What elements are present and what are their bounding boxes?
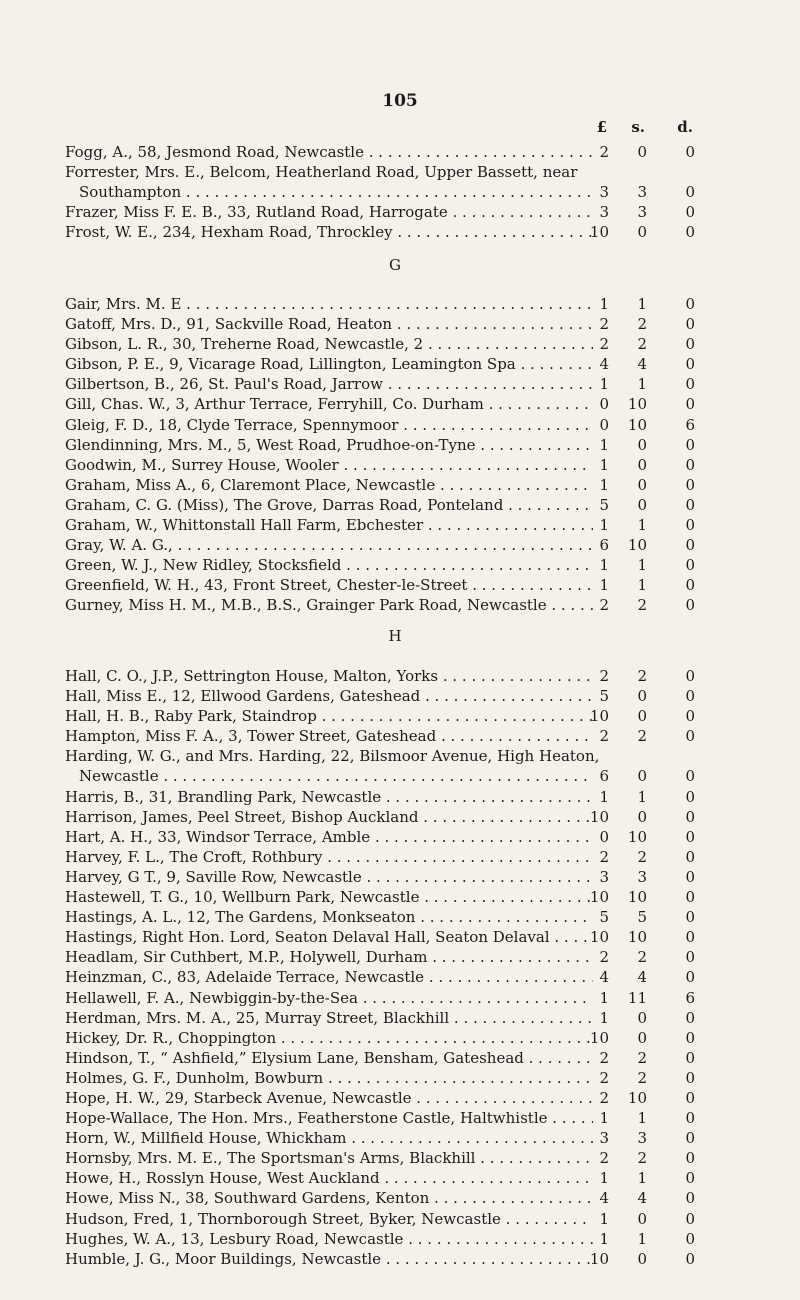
entry-name: Gibson, P. E., 9, Vicarage Road, Lillington, Leamington Spa . . .	[65, 354, 593, 374]
pence-amount: 0	[685, 475, 695, 494]
pounds-amount: 1	[599, 1109, 609, 1128]
pounds-amount: 1	[599, 576, 609, 595]
pence-amount: 0	[685, 295, 695, 313]
entry-name: Gill, Chas. W., 3, Arthur Terrace, Ferryhill, Co. Durham . . .	[65, 394, 593, 414]
list-entry-continued	[65, 766, 725, 786]
pounds-amount: 3	[599, 1129, 609, 1148]
pounds-amount: 10	[589, 888, 609, 907]
list-entry	[65, 787, 725, 807]
pounds-amount: 2	[599, 596, 609, 615]
shillings-amount: 2	[637, 335, 647, 354]
pence-amount: 0	[685, 203, 695, 222]
entry-name: Harvey, G T., 9, Saville Row, Newcastle . . .	[65, 867, 593, 887]
pounds-amount: 4	[599, 968, 609, 987]
entry-name: Gair, Mrs. M. E . . .	[65, 294, 593, 314]
pence-amount: 6	[685, 988, 695, 1007]
shillings-amount: 1	[637, 576, 647, 595]
pence-amount: 0	[685, 787, 695, 806]
pence-amount: 0	[685, 807, 695, 826]
pence-amount: 0	[685, 827, 695, 846]
pounds-amount: 1	[599, 516, 609, 535]
pounds-amount: 1	[599, 435, 609, 454]
list-entry	[65, 1249, 725, 1269]
pounds-amount: 2	[599, 1068, 609, 1087]
pence-amount: 0	[685, 1109, 695, 1128]
list-entry	[65, 595, 725, 615]
entry-name: Horn, W., Millfield House, Whickham . . .	[65, 1128, 593, 1148]
entry-name: Howe, Miss N., 38, Southward Gardens, Kenton . . .	[65, 1188, 593, 1208]
entry-name: Harvey, F. L., The Croft, Rothbury . . .	[65, 847, 593, 867]
entry-name: Gatoff, Mrs. D., 91, Sackville Road, Heaton . . .	[65, 314, 593, 334]
pence-amount: 0	[685, 335, 695, 354]
shillings-amount: 0	[637, 687, 647, 706]
pence-amount: 0	[685, 455, 695, 474]
list-entry	[65, 314, 725, 334]
entry-name: Humble, J. G., Moor Buildings, Newcastle . . .	[65, 1249, 593, 1269]
pence-amount: 0	[685, 1209, 695, 1228]
pence-amount: 0	[685, 495, 695, 514]
list-entry	[65, 1108, 725, 1128]
entry-name: Hindson, T., “ Ashfield,” Elysium Lane, Bensham, Gateshead . . .	[65, 1048, 593, 1068]
pounds-amount: 1	[599, 375, 609, 394]
pounds-amount: 2	[599, 667, 609, 685]
list-entry	[65, 927, 725, 947]
entry-name: Gray, W. A. G., . . .	[65, 535, 593, 555]
shillings-amount: 0	[637, 495, 647, 514]
list-entry	[65, 726, 725, 746]
pence-amount: 0	[685, 223, 695, 242]
entry-name: Green, W. J., New Ridley, Stocksfield . . .	[65, 555, 593, 575]
list-entry	[65, 515, 725, 535]
list-entry	[65, 1008, 725, 1028]
shillings-amount: 10	[627, 827, 647, 846]
list-entry	[65, 867, 725, 887]
list-entry	[65, 887, 725, 907]
pence-amount: 0	[685, 315, 695, 334]
list-entry	[65, 666, 725, 686]
entry-name: Frost, W. E., 234, Hexham Road, Throckley . . .	[65, 222, 593, 242]
pence-amount: 0	[685, 1048, 695, 1067]
entry-name: Gilbertson, B., 26, St. Paul's Road, Jarrow . . .	[65, 374, 593, 394]
shillings-amount: 10	[627, 1088, 647, 1107]
entry-name: Hastings, A. L., 12, The Gardens, Monkseaton . . .	[65, 907, 593, 927]
entry-name: Gleig, F. D., 18, Clyde Terrace, Spennymoor . . .	[65, 415, 593, 435]
entry-name: Graham, Miss A., 6, Claremont Place, Newcastle . . .	[65, 475, 593, 495]
pence-amount: 0	[685, 516, 695, 535]
shillings-amount: 1	[637, 556, 647, 575]
pounds-amount: 5	[599, 687, 609, 706]
list-entry	[65, 746, 725, 766]
shillings-amount: 4	[637, 355, 647, 374]
shillings-amount: 0	[637, 143, 647, 161]
pence-amount: 0	[685, 1149, 695, 1168]
shillings-amount: 10	[627, 415, 647, 434]
list-entry	[65, 827, 725, 847]
entry-name-continued: Southampton . . .	[79, 182, 593, 202]
entry-name: Harding, W. G., and Mrs. Harding, 22, Bilsmoor Avenue, High Heaton,	[65, 747, 600, 766]
list-entry	[65, 1088, 725, 1108]
list-entry	[65, 455, 725, 475]
pence-amount: 0	[685, 1068, 695, 1087]
pence-amount: 0	[685, 596, 695, 615]
pence-amount: 0	[685, 847, 695, 866]
shillings-amount: 10	[627, 536, 647, 555]
list-entry	[65, 988, 725, 1008]
list-entry	[65, 1148, 725, 1168]
shillings-amount: 5	[637, 908, 647, 927]
shillings-amount: 2	[637, 847, 647, 866]
pence-header: d.	[677, 118, 693, 136]
list-entry	[65, 1229, 725, 1249]
shillings-amount: 0	[637, 1028, 647, 1047]
pounds-header: £	[596, 118, 607, 136]
pounds-amount: 3	[599, 867, 609, 886]
pence-amount: 0	[685, 1129, 695, 1148]
list-entry	[65, 1048, 725, 1068]
list-entry	[65, 1168, 725, 1188]
list-entry	[65, 394, 725, 414]
entry-name: Hope, H. W., 29, Starbeck Avenue, Newcastle . . .	[65, 1088, 593, 1108]
list-entry	[65, 807, 725, 827]
entry-name: Gurney, Miss H. M., M.B., B.S., Grainger Park Road, Newcastle . . .	[65, 595, 593, 615]
pounds-amount: 1	[599, 787, 609, 806]
pounds-amount: 1	[599, 988, 609, 1007]
pence-amount: 0	[685, 687, 695, 706]
entry-name: Graham, W., Whittonstall Hall Farm, Ebchester . . .	[65, 515, 593, 535]
list-entry	[65, 575, 725, 595]
entry-name: Harrison, James, Peel Street, Bishop Auckland . . .	[65, 807, 593, 827]
list-entry	[65, 555, 725, 575]
pence-amount: 0	[685, 1008, 695, 1027]
pounds-amount: 1	[599, 455, 609, 474]
pence-amount: 0	[685, 1229, 695, 1248]
list-entry	[65, 907, 725, 927]
pence-amount: 0	[685, 667, 695, 685]
section-heading-g: G	[389, 256, 401, 274]
pounds-amount: 0	[599, 827, 609, 846]
pounds-amount: 3	[599, 203, 609, 222]
pounds-amount: 2	[599, 335, 609, 354]
entry-name: Headlam, Sir Cuthbert, M.P., Holywell, Durham . . .	[65, 947, 593, 967]
pence-amount: 0	[685, 556, 695, 575]
shillings-amount: 3	[637, 203, 647, 222]
shillings-amount: 2	[637, 948, 647, 967]
entry-name: Hellawell, F. A., Newbiggin-by-the-Sea . . .	[65, 988, 593, 1008]
entry-name: Howe, H., Rosslyn House, West Auckland . . .	[65, 1168, 593, 1188]
entry-name: Hall, Miss E., 12, Ellwood Gardens, Gateshead . . .	[65, 686, 593, 706]
entry-name: Hall, C. O., J.P., Settrington House, Malton, Yorks . . .	[65, 666, 593, 686]
shillings-amount: 0	[637, 1209, 647, 1228]
entry-name: Hastewell, T. G., 10, Wellburn Park, Newcastle . . .	[65, 887, 593, 907]
entry-name: Forrester, Mrs. E., Belcom, Heatherland Road, Upper Bassett, near	[65, 163, 578, 182]
entry-name: Harris, B., 31, Brandling Park, Newcastle . . .	[65, 787, 593, 807]
pounds-amount: 10	[589, 223, 609, 242]
entry-name: Fogg, A., 58, Jesmond Road, Newcastle . . .	[65, 142, 593, 162]
pounds-amount: 10	[589, 1249, 609, 1268]
list-entry	[65, 686, 725, 706]
shillings-amount: 1	[637, 375, 647, 394]
pounds-amount: 2	[599, 727, 609, 746]
pounds-amount: 1	[599, 556, 609, 575]
list-entry	[65, 1028, 725, 1048]
shillings-amount: 2	[637, 1068, 647, 1087]
section-g	[65, 294, 725, 616]
shillings-amount: 2	[637, 596, 647, 615]
list-entry	[65, 435, 725, 455]
shillings-amount: 1	[637, 295, 647, 313]
list-entry	[65, 967, 725, 987]
list-entry	[65, 1128, 725, 1148]
entry-name: Hall, H. B., Raby Park, Staindrop . . .	[65, 706, 593, 726]
shillings-amount: 2	[637, 1048, 647, 1067]
list-entry	[65, 334, 725, 354]
pounds-amount: 1	[599, 1209, 609, 1228]
list-entry-continued	[65, 182, 725, 202]
shillings-amount: 1	[637, 1109, 647, 1128]
pence-amount: 0	[685, 727, 695, 746]
section-heading-h: H	[388, 627, 402, 645]
list-entry	[65, 294, 725, 314]
shillings-amount: 0	[637, 435, 647, 454]
shillings-amount: 2	[637, 727, 647, 746]
pence-amount: 0	[685, 968, 695, 987]
list-entry	[65, 1209, 725, 1229]
entry-name: Hope-Wallace, The Hon. Mrs., Featherstone Castle, Haltwhistle . . .	[65, 1108, 593, 1128]
pounds-amount: 2	[599, 143, 609, 161]
pence-amount: 0	[685, 767, 695, 786]
shillings-amount: 1	[637, 1229, 647, 1248]
pence-amount: 0	[685, 707, 695, 726]
pence-amount: 0	[685, 1028, 695, 1047]
pounds-amount: 1	[599, 1169, 609, 1188]
shillings-amount: 3	[637, 1129, 647, 1148]
list-entry	[65, 374, 725, 394]
pounds-amount: 5	[599, 495, 609, 514]
pounds-amount: 2	[599, 1048, 609, 1067]
shillings-amount: 3	[637, 867, 647, 886]
pence-amount: 0	[685, 183, 695, 202]
pence-amount: 0	[685, 576, 695, 595]
pounds-amount: 1	[599, 1229, 609, 1248]
list-entry	[65, 354, 725, 374]
list-entry	[65, 142, 725, 162]
pounds-amount: 5	[599, 908, 609, 927]
shillings-amount: 0	[637, 1249, 647, 1268]
shillings-amount: 10	[627, 928, 647, 947]
section-f	[65, 142, 725, 242]
entry-name: Gibson, L. R., 30, Treherne Road, Newcastle, 2 . . .	[65, 334, 593, 354]
pence-amount: 0	[685, 948, 695, 967]
shillings-amount: 1	[637, 516, 647, 535]
entry-name: Hudson, Fred, 1, Thornborough Street, Byker, Newcastle . . .	[65, 1209, 593, 1229]
shillings-amount: 0	[637, 807, 647, 826]
pounds-amount: 2	[599, 1088, 609, 1107]
pounds-amount: 6	[599, 536, 609, 555]
entry-name: Hart, A. H., 33, Windsor Terrace, Amble . . .	[65, 827, 593, 847]
pence-amount: 0	[685, 355, 695, 374]
entry-name: Hastings, Right Hon. Lord, Seaton Delaval Hall, Seaton Delaval . . .	[65, 927, 593, 947]
pence-amount: 0	[685, 908, 695, 927]
entry-name: Heinzman, C., 83, Adelaide Terrace, Newcastle . . .	[65, 967, 593, 987]
pounds-amount: 10	[589, 928, 609, 947]
list-entry	[65, 222, 725, 242]
shillings-amount: 4	[637, 1189, 647, 1208]
pounds-amount: 10	[589, 807, 609, 826]
shillings-amount: 10	[627, 395, 647, 414]
list-entry	[65, 475, 725, 495]
shillings-amount: 0	[637, 475, 647, 494]
shillings-amount: 2	[637, 1149, 647, 1168]
pounds-amount: 1	[599, 1008, 609, 1027]
entry-name: Hampton, Miss F. A., 3, Tower Street, Gateshead . . .	[65, 726, 593, 746]
list-entry	[65, 947, 725, 967]
shillings-amount: 10	[627, 888, 647, 907]
entry-name: Frazer, Miss F. E. B., 33, Rutland Road, Harrogate . . .	[65, 202, 593, 222]
pounds-amount: 6	[599, 767, 609, 786]
pounds-amount: 2	[599, 948, 609, 967]
pence-amount: 0	[685, 867, 695, 886]
pence-amount: 0	[685, 1189, 695, 1208]
shillings-amount: 0	[637, 767, 647, 786]
shillings-amount: 4	[637, 968, 647, 987]
shillings-amount: 0	[637, 455, 647, 474]
list-entry	[65, 1068, 725, 1088]
pence-amount: 0	[685, 888, 695, 907]
pence-amount: 0	[685, 1169, 695, 1188]
pence-amount: 0	[685, 928, 695, 947]
pounds-amount: 2	[599, 315, 609, 334]
list-entry	[65, 415, 725, 435]
pence-amount: 0	[685, 1088, 695, 1107]
shillings-amount: 1	[637, 1169, 647, 1188]
entry-name: Herdman, Mrs. M. A., 25, Murray Street, Blackhill . . .	[65, 1008, 593, 1028]
pence-amount: 0	[685, 395, 695, 414]
shillings-amount: 3	[637, 183, 647, 202]
shillings-amount: 11	[627, 988, 647, 1007]
shillings-header: s.	[631, 118, 645, 136]
pence-amount: 0	[685, 143, 695, 161]
pounds-amount: 2	[599, 1149, 609, 1168]
list-entry	[65, 1188, 725, 1208]
pounds-amount: 3	[599, 183, 609, 202]
list-entry	[65, 202, 725, 222]
list-entry	[65, 535, 725, 555]
entry-name: Graham, C. G. (Miss), The Grove, Darras Road, Ponteland . . .	[65, 495, 593, 515]
shillings-amount: 0	[637, 1008, 647, 1027]
entry-name: Goodwin, M., Surrey House, Wooler . . .	[65, 455, 593, 475]
pounds-amount: 0	[599, 415, 609, 434]
entry-name: Holmes, G. F., Dunholm, Bowburn . . .	[65, 1068, 593, 1088]
entry-name: Hickey, Dr. R., Choppington . . .	[65, 1028, 593, 1048]
page-number: 105	[382, 91, 418, 111]
shillings-amount: 2	[637, 315, 647, 334]
entry-name: Greenfield, W. H., 43, Front Street, Chester-le-Street . . .	[65, 575, 593, 595]
pence-amount: 0	[685, 1249, 695, 1268]
pounds-amount: 2	[599, 847, 609, 866]
entry-name-continued: Newcastle . . .	[79, 766, 593, 786]
list-entry	[65, 162, 725, 182]
shillings-amount: 2	[637, 667, 647, 685]
pounds-amount: 4	[599, 1189, 609, 1208]
pence-amount: 0	[685, 435, 695, 454]
entry-name: Hughes, W. A., 13, Lesbury Road, Newcastle . . .	[65, 1229, 593, 1249]
section-h	[65, 666, 725, 1269]
pence-amount: 6	[685, 415, 695, 434]
entry-name: Hornsby, Mrs. M. E., The Sportsman's Arms, Blackhill . . .	[65, 1148, 593, 1168]
pounds-amount: 10	[589, 707, 609, 726]
pounds-amount: 1	[599, 295, 609, 313]
list-entry	[65, 495, 725, 515]
shillings-amount: 1	[637, 787, 647, 806]
pence-amount: 0	[685, 375, 695, 394]
pounds-amount: 4	[599, 355, 609, 374]
currency-column-headers	[583, 118, 703, 140]
pounds-amount: 10	[589, 1028, 609, 1047]
list-entry	[65, 847, 725, 867]
shillings-amount: 0	[637, 707, 647, 726]
pounds-amount: 0	[599, 395, 609, 414]
pence-amount: 0	[685, 536, 695, 555]
shillings-amount: 0	[637, 223, 647, 242]
pounds-amount: 1	[599, 475, 609, 494]
list-entry	[65, 706, 725, 726]
entry-name: Glendinning, Mrs. M., 5, West Road, Prudhoe-on-Tyne . . .	[65, 435, 593, 455]
